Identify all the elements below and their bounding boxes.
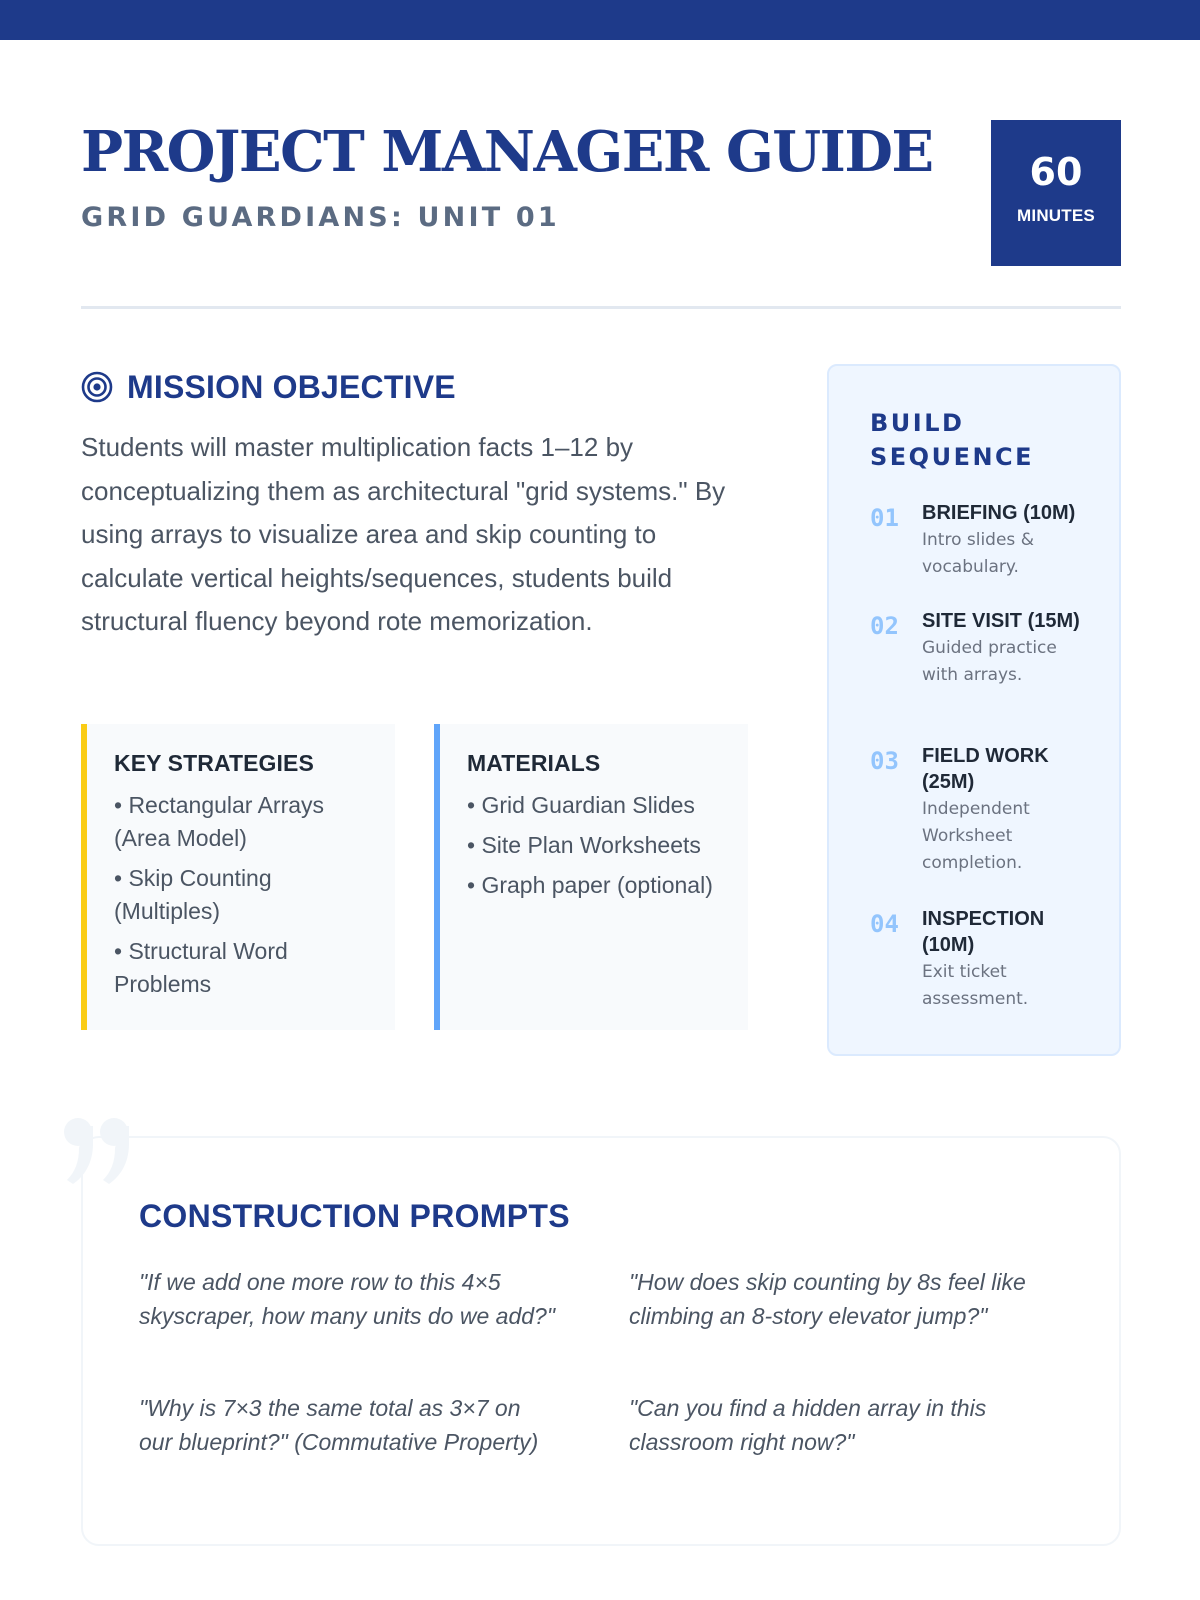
step-title: FIELD WORK (25M) <box>922 745 1049 793</box>
materials-card <box>434 724 748 1030</box>
mission-heading <box>81 364 456 410</box>
step-title: SITE VISIT (15M) <box>922 610 1080 632</box>
list-item: • Skip Counting (Multiples) <box>114 865 272 924</box>
materials-list <box>467 789 722 902</box>
key-strategies-card <box>81 724 395 1030</box>
duration-badge <box>991 120 1121 266</box>
key-strategies-list <box>114 789 369 1001</box>
build-sequence-heading: BUILD SEQUENCE <box>870 409 1035 471</box>
target-icon <box>81 371 113 403</box>
step-description: Intro slides & vocabulary. <box>922 530 1034 577</box>
prompt-item: "Why is 7×3 the same total as 3×7 on our blueprint?" (Commutative Property) <box>139 1395 539 1455</box>
duration-value: 60 <box>1029 150 1083 194</box>
prompt-item: "If we add one more row to this 4×5 skyscraper, how many units do we add?" <box>139 1269 555 1329</box>
guide-header <box>81 118 1121 268</box>
sequence-step-4 <box>870 906 1099 1016</box>
sequence-step-1 <box>870 500 1099 608</box>
step-description: Independent Worksheet completion. <box>922 799 1030 873</box>
step-description: Exit ticket assessment. <box>922 962 1029 1009</box>
duration-unit: MINUTES <box>1017 206 1095 225</box>
build-sequence-panel <box>827 364 1121 1056</box>
key-strategies-heading: KEY STRATEGIES <box>114 750 314 776</box>
prompt-item: "How does skip counting by 8s feel like climbing an 8-story elevator jump?" <box>629 1269 1026 1329</box>
step-number: 03 <box>870 747 899 775</box>
list-item: • Structural Word Problems <box>114 938 288 997</box>
step-number: 02 <box>870 612 899 640</box>
step-description: Guided practice with arrays. <box>922 638 1057 685</box>
sequence-step-2 <box>870 608 1099 743</box>
sequence-step-3 <box>870 743 1099 906</box>
list-item: • Grid Guardian Slides <box>467 792 695 818</box>
list-item: • Graph paper (optional) <box>467 872 713 898</box>
page-title: PROJECT MANAGER GUIDE <box>81 119 933 185</box>
step-number: 01 <box>870 504 899 532</box>
step-number: 04 <box>870 910 899 938</box>
materials-heading: MATERIALS <box>467 750 601 776</box>
step-title: INSPECTION (10M) <box>922 908 1045 956</box>
header-divider <box>81 306 1121 309</box>
top-bar <box>0 0 1200 40</box>
list-item: • Rectangular Arrays (Area Model) <box>114 792 325 851</box>
quote-icon <box>63 1114 133 1184</box>
construction-prompts-card <box>81 1136 1121 1546</box>
list-item: • Site Plan Worksheets <box>467 832 701 858</box>
sequence-steps <box>870 500 1099 1016</box>
mission-heading-text: MISSION OBJECTIVE <box>127 368 456 405</box>
mission-text: Students will master multiplication facts 1–12 by conceptualizing them as architectural "grid systems." By using arrays to visualize area and skip counting to calculate vertical heights/sequences, students build structural fluency beyond rote memorization. <box>81 432 726 636</box>
construction-prompts-heading: CONSTRUCTION PROMPTS <box>139 1198 570 1234</box>
page-subtitle: GRID GUARDIANS: UNIT 01 <box>81 202 560 233</box>
prompt-item: "Can you find a hidden array in this classroom right now?" <box>629 1395 987 1455</box>
step-title: BRIEFING (10M) <box>922 502 1076 524</box>
